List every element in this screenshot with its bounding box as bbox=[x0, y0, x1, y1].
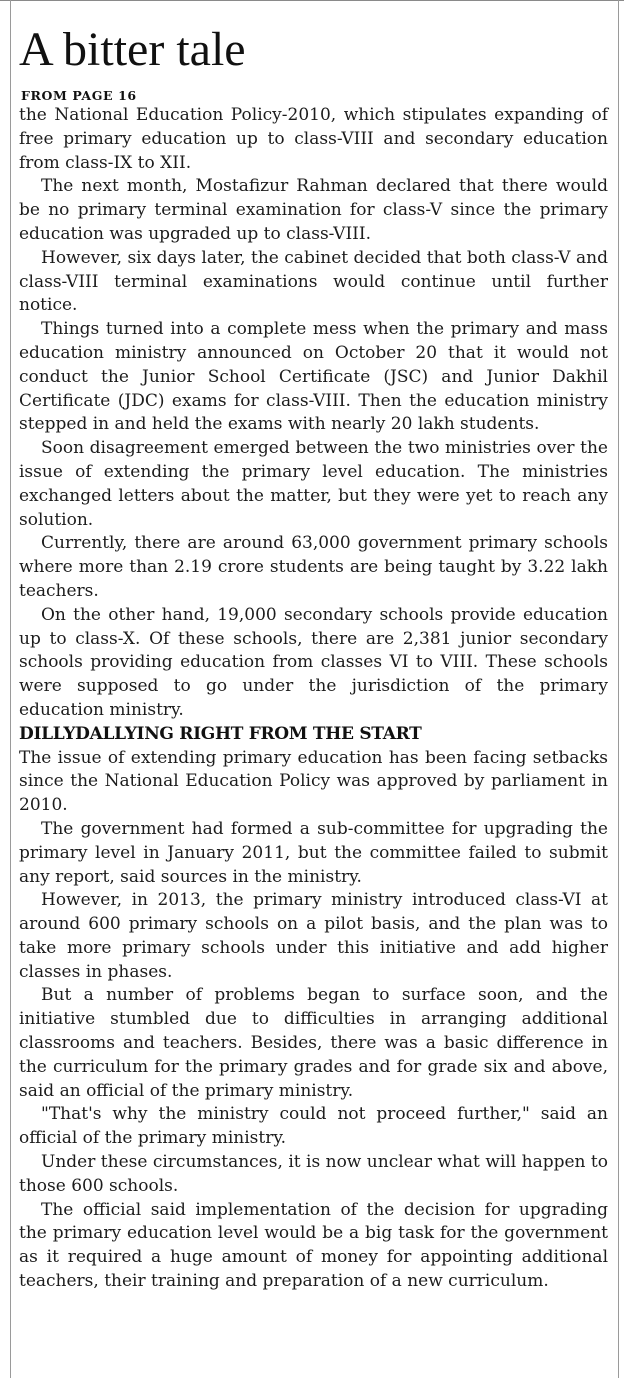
paragraph: However, six days later, the cabinet decided that both class-V and class-VIII terminal examinations would continue until further notice. bbox=[19, 247, 608, 316]
paragraph: Soon disagreement emerged between the two ministries over the issue of extending the primary level education. The ministries exchanged letters about the matter, but they were yet to reach any solution. bbox=[19, 438, 608, 530]
paragraph: Under these circumstances, it is now unclear what will happen to those 600 schools. bbox=[19, 1152, 608, 1196]
top-border-rule bbox=[0, 0, 624, 1]
paragraph: The government had formed a sub-committee for upgrading the primary level in January 2011, but the committee failed to submit any report, said sources in the ministry. bbox=[19, 818, 608, 887]
paragraph: The official said implementation of the decision for upgrading the primary education level would be a big task for the government as it required a huge amount of money for appointing additional teachers, their training and preparation of a new curriculum. bbox=[19, 1199, 608, 1292]
section-subhead: DILLYDALLYING RIGHT FROM THE START bbox=[19, 723, 422, 744]
left-column-rule bbox=[10, 0, 11, 1378]
paragraph: Currently, there are around 63,000 government primary schools where more than 2.19 crore students are being taught by 3.22 lakh teachers. bbox=[19, 533, 608, 601]
jump-line: FROM PAGE 16 bbox=[21, 88, 137, 103]
paragraph: But a number of problems began to surface soon, and the initiative stumbled due to difficulties in arranging additional classrooms and teachers. Besides, there was a basic difference in the curriculum for the primary grades and for grade six and above, said an official of the primary ministry. bbox=[19, 985, 608, 1101]
article-headline: A bitter tale bbox=[19, 23, 246, 76]
quote-paragraph: "That's why the ministry could not proceed further," said an official of the primary ministry. bbox=[19, 1104, 608, 1149]
paragraph: The next month, Mostafizur Rahman declared that there would be no primary terminal examination for class-V since the primary education was upgraded up to class-VIII. bbox=[19, 176, 608, 244]
paragraph: Things turned into a complete mess when the primary and mass education ministry announced on October 20 that it would not conduct the Junior School Certificate (JSC) and Junior Dakhil Certificate (JDC) exams for class-VIII. Then the education ministry stepped in and held the exams with nearly 20 lakh students. bbox=[19, 319, 608, 435]
paragraph: the National Education Policy-2010, which stipulates expanding of free primary education up to class-VIII and secondary education from class-IX to XII. bbox=[19, 105, 608, 173]
paragraph: However, in 2013, the primary ministry introduced class-VI at around 600 primary schools on a pilot basis, and the plan was to take more primary schools under this initiative and add higher classes in phases. bbox=[19, 890, 608, 982]
right-column-rule bbox=[618, 0, 619, 1378]
article-column bbox=[19, 22, 608, 1294]
paragraph: On the other hand, 19,000 secondary schools provide education up to class-X. Of these schools, there are 2,381 junior secondary schools providing education from classes VI to VIII. These schools were supposed to go under the jurisdiction of the primary education ministry. bbox=[19, 604, 608, 720]
paragraph: The issue of extending primary education has been facing setbacks since the National Education Policy was approved by parliament in 2010. bbox=[19, 747, 608, 816]
